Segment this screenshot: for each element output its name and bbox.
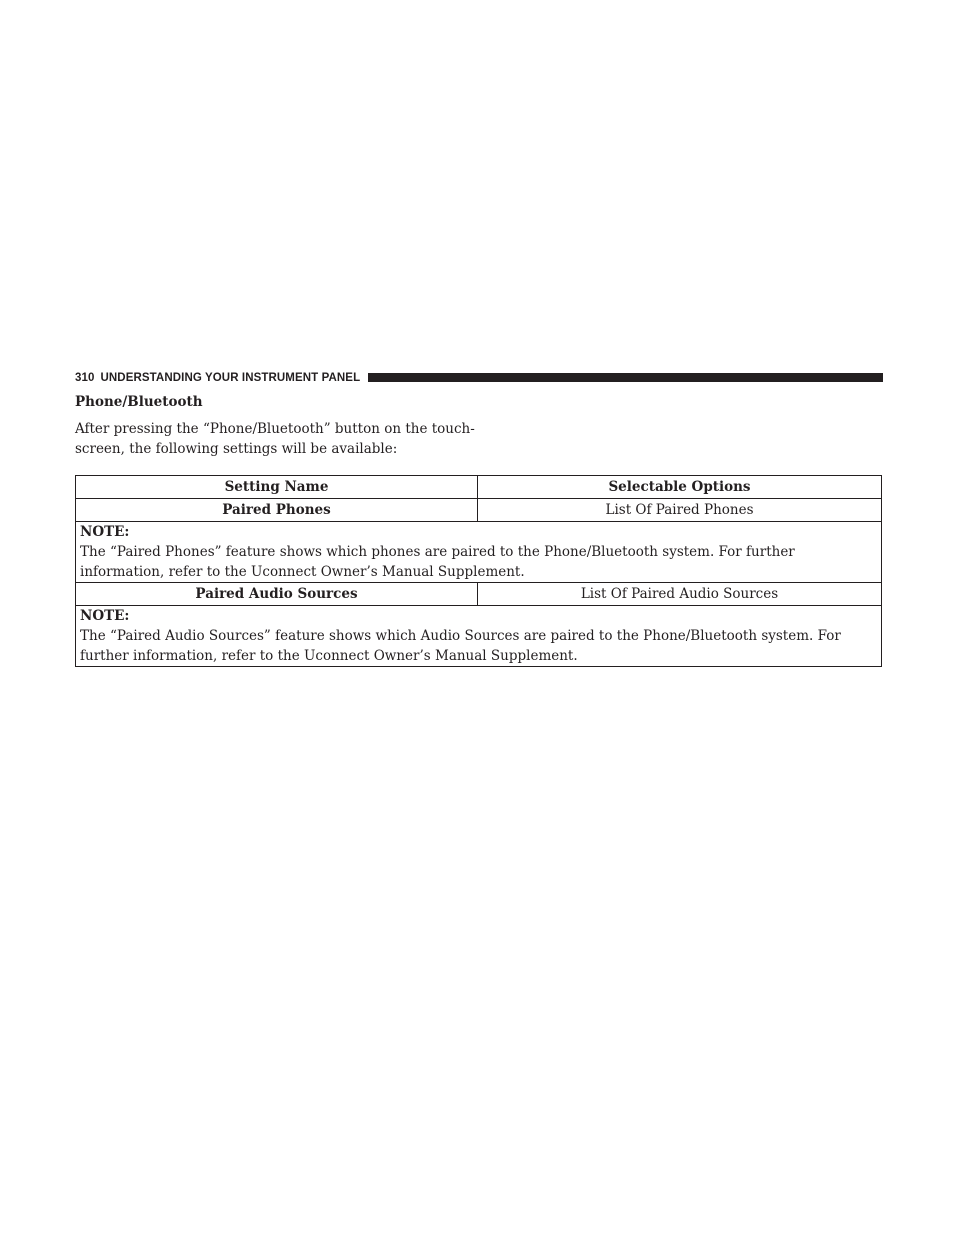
section-title: Phone/Bluetooth [75, 394, 203, 410]
note-cell [76, 522, 882, 583]
note-row [76, 522, 882, 583]
note-cell [76, 606, 882, 667]
note-label: NOTE: [80, 608, 130, 624]
chapter-title: UNDERSTANDING YOUR INSTRUMENT PANEL [100, 371, 361, 384]
intro-paragraph: After pressing the “Phone/Bluetooth” button on the touch-screen, the following settings will be available: [75, 421, 475, 457]
note-text: The “Paired Phones” feature shows which phones are paired to the Phone/Bluetooth system. For further information, refer to the Uconnect Owner’s Manual Supplement. [80, 544, 795, 580]
header-selectable-options: Selectable Options [478, 476, 882, 499]
table-row [76, 499, 882, 522]
page-number: 310 [75, 371, 95, 384]
table-header-row [76, 476, 882, 499]
page-header [75, 370, 883, 385]
header-setting-name: Setting Name [76, 476, 478, 499]
header-rule [368, 373, 883, 382]
setting-name-cell: Paired Phones [76, 499, 478, 522]
setting-name-cell: Paired Audio Sources [76, 583, 478, 606]
note-label: NOTE: [80, 524, 130, 540]
setting-option-cell: List Of Paired Phones [478, 499, 882, 522]
note-text: The “Paired Audio Sources” feature shows which Audio Sources are paired to the Phone/Bluetooth system. For further information, refer to the Uconnect Owner’s Manual Supplement. [80, 628, 841, 664]
setting-option-cell: List Of Paired Audio Sources [478, 583, 882, 606]
note-row [76, 606, 882, 667]
settings-table [75, 475, 882, 667]
table-row [76, 583, 882, 606]
